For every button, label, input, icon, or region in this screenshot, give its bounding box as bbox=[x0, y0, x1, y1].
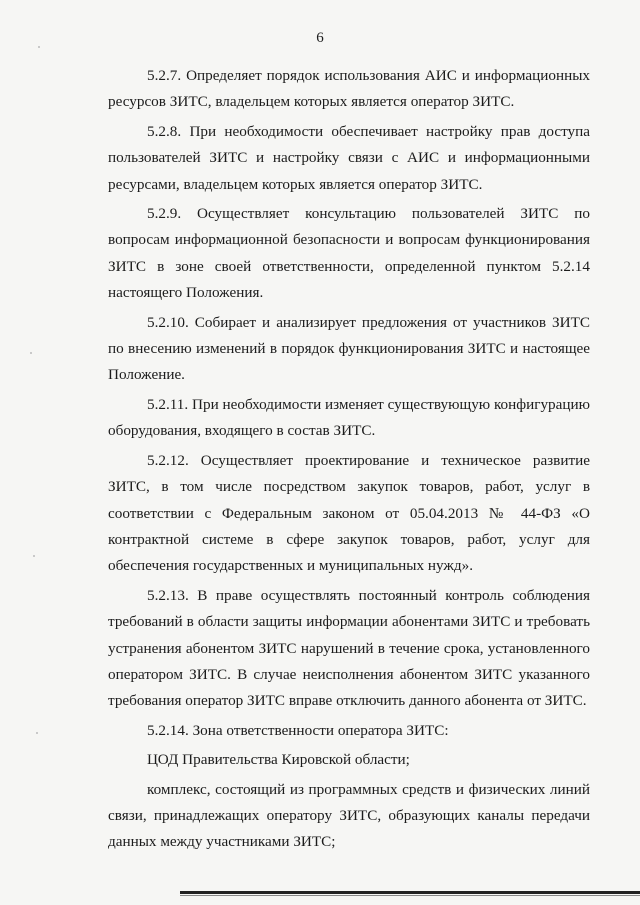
scan-speck bbox=[30, 352, 32, 354]
paragraph-5-2-14: 5.2.14. Зона ответственности оператора ЗИТС: bbox=[147, 721, 449, 739]
paragraph-5-2-7: 5.2.7. Определяет порядок использования АИС и информационных ресурсов ЗИТС, владельцем которых является оператор ЗИТС. bbox=[108, 67, 590, 111]
paragraph-5-2-12: 5.2.12. Осуществляет проектирование и техническое развитие ЗИТС, в том числе посредством закупок товаров, работ, услуг в соответствии с Федеральным законом от 05.04.2013 № 44-ФЗ «О контрактной системе в сфере закупок товаров, работ, услуг для обеспечения государственных и муниципальных нужд». bbox=[108, 451, 590, 575]
paragraph-complex: комплекс, состоящий из программных средств и физических линий связи, принадлежащих оператору ЗИТС, образующих каналы передачи данных между участниками ЗИТС; bbox=[108, 780, 590, 851]
paragraph-5-2-13: 5.2.13. В праве осуществлять постоянный контроль соблюдения требований в области защиты информации абонентами ЗИТС и требовать устранения абонентом ЗИТС нарушений в течение срока, установленного оператором ЗИТС. В случае неисполнения абонентом ЗИТС указанного требования оператор ЗИТС вправе отключить данного абонента от ЗИТС. bbox=[108, 586, 590, 710]
page-number: 6 bbox=[316, 30, 324, 46]
document-body bbox=[108, 63, 590, 859]
scan-speck bbox=[33, 555, 35, 557]
paragraph-tsod: ЦОД Правительства Кировской области; bbox=[147, 751, 410, 769]
paragraph-5-2-9: 5.2.9. Осуществляет консультацию пользователей ЗИТС по вопросам информационной безопасности и вопросам функционирования ЗИТС в зоне своей ответственности, определенной пунктом 5.2.14 настоящего Положения. bbox=[108, 205, 590, 302]
paragraph-5-2-10: 5.2.10. Собирает и анализирует предложения от участников ЗИТС по внесению изменений в порядок функционирования ЗИТС и настоящее Положение. bbox=[108, 313, 590, 384]
bottom-rule bbox=[180, 891, 640, 894]
paragraph-5-2-8: 5.2.8. При необходимости обеспечивает настройку прав доступа пользователей ЗИТС и настройку связи с АИС и информационными ресурсами, владельцем которых является оператор ЗИТС. bbox=[108, 122, 590, 193]
bottom-rule-shadow bbox=[180, 895, 640, 896]
scan-speck bbox=[36, 732, 38, 734]
paragraph-5-2-11: 5.2.11. При необходимости изменяет существующую конфигурацию оборудования, входящего в состав ЗИТС. bbox=[108, 395, 590, 440]
scan-speck bbox=[38, 46, 40, 48]
